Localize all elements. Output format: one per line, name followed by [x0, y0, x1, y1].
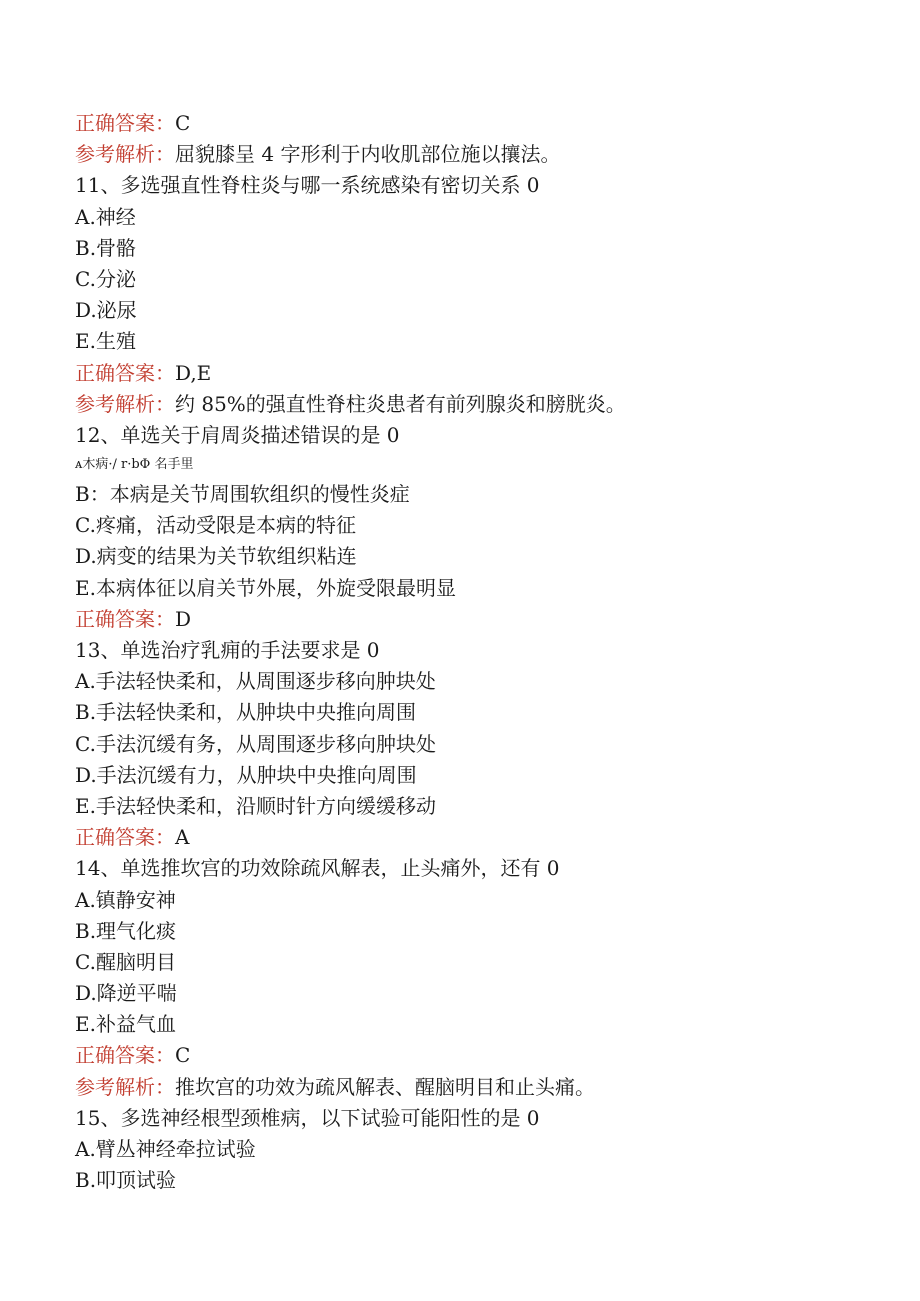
line-text: A.镇静安神: [75, 887, 176, 912]
line-text: C.手法沉缓有务，从周围逐步移向肿块处: [75, 731, 436, 756]
answer-label: 正确答案：: [75, 111, 175, 135]
line-text: 11、多选强直性脊柱炎与哪一系统感染有密切关系 0: [75, 173, 540, 198]
option-line: [75, 1165, 875, 1196]
option-line: [75, 978, 875, 1009]
line-text: D.手法沉缓有力，从肿块中央推向周围: [75, 762, 417, 787]
option-line: [75, 295, 875, 326]
line-text: E.本病体征以肩关节外展，外旋受限最明显: [75, 575, 456, 600]
option-line: [75, 916, 875, 947]
question-line: [75, 1103, 875, 1134]
option-line: [75, 541, 875, 572]
question-line: [75, 170, 875, 201]
line-text: 屈貌膝呈 4 字形利于内收肌部位施以攘法。: [175, 142, 561, 167]
answer-label: 正确答案：: [75, 606, 175, 631]
line-text: 约 85%的强直性脊柱炎患者有前列腺炎和膀胱炎。: [175, 391, 626, 416]
analysis-line: [75, 1072, 875, 1103]
option-line: [75, 264, 875, 295]
line-text: A.手法轻快柔和，从周围逐步移向肿块处: [75, 669, 436, 694]
option-line: [75, 326, 875, 357]
line-text: D.降逆平喘: [75, 981, 177, 1006]
line-text: E.补益气血: [75, 1012, 176, 1037]
correct-answer-line: [75, 822, 875, 853]
line-text: B.骨骼: [75, 235, 137, 260]
line-text: D,E: [175, 360, 212, 385]
answer-label: 正确答案：: [75, 360, 175, 385]
option-line: [75, 947, 875, 978]
analysis-line: [75, 389, 875, 420]
line-text: E.生殖: [75, 329, 136, 354]
analysis-line: [75, 139, 875, 170]
garbled-option-line: [75, 451, 875, 479]
line-text: C.醒脑明目: [75, 949, 176, 974]
option-line: [75, 885, 875, 916]
option-line: [75, 573, 875, 604]
line-text: D.泌尿: [75, 298, 137, 323]
option-line: [75, 697, 875, 728]
line-text: 13、单选治疗乳痈的手法要求是 0: [75, 638, 380, 662]
line-text: B：本病是关节周围软组织的慢性炎症: [75, 482, 410, 507]
line-text: A.臂丛神经牵拉试验: [75, 1137, 256, 1161]
line-text: C.疼痛，活动受限是本病的特征: [75, 513, 356, 538]
option-line: [75, 791, 875, 822]
option-line: [75, 479, 875, 510]
line-text: 12、单选关于肩周炎描述错误的是 0: [75, 422, 400, 447]
answer-label: 正确答案：: [75, 825, 175, 850]
line-text: 15、多选神经根型颈椎病，以下试验可能阳性的是 0: [75, 1105, 540, 1130]
question-line: [75, 635, 875, 666]
line-text: B.手法轻快柔和，从肿块中央推向周围: [75, 700, 417, 725]
line-text: E.手法轻快柔和，沿顺时针方向缓缓移动: [75, 793, 436, 818]
correct-answer-line: [75, 604, 875, 635]
question-line: [75, 420, 875, 451]
line-text: A: [175, 825, 190, 850]
line-text: B.理气化痰: [75, 918, 177, 943]
line-text: ᴀ木病·/ r·bΦ 名手里: [75, 457, 194, 473]
line-text: D: [175, 606, 192, 631]
line-text: D.病变的结果为关节软组织粘连: [75, 544, 357, 569]
correct-answer-line: [75, 358, 875, 389]
option-line: [75, 666, 875, 697]
option-line: [75, 510, 875, 541]
option-line: [75, 1009, 875, 1040]
option-line: [75, 760, 875, 791]
line-text: B.叩顶试验: [75, 1168, 177, 1193]
line-text: 推坎宫的功效为疏风解表、醒脑明目和止头痛。: [175, 1074, 595, 1099]
line-text: C: [175, 1043, 191, 1068]
answer-label: 正确答案：: [75, 1043, 175, 1068]
document-page: [75, 108, 875, 1196]
option-line: [75, 202, 875, 233]
line-text: C: [175, 111, 191, 135]
option-line: [75, 1134, 875, 1165]
correct-answer-line: [75, 108, 875, 139]
line-text: A.神经: [75, 204, 136, 229]
analysis-label: 参考解析：: [75, 142, 175, 167]
option-line: [75, 729, 875, 760]
analysis-label: 参考解析：: [75, 391, 175, 416]
analysis-label: 参考解析：: [75, 1074, 175, 1099]
correct-answer-line: [75, 1040, 875, 1071]
line-text: 14、单选推坎宫的功效除疏风解表，止头痛外，还有 0: [75, 856, 560, 881]
line-text: C.分泌: [75, 266, 136, 291]
option-line: [75, 233, 875, 264]
question-line: [75, 853, 875, 884]
